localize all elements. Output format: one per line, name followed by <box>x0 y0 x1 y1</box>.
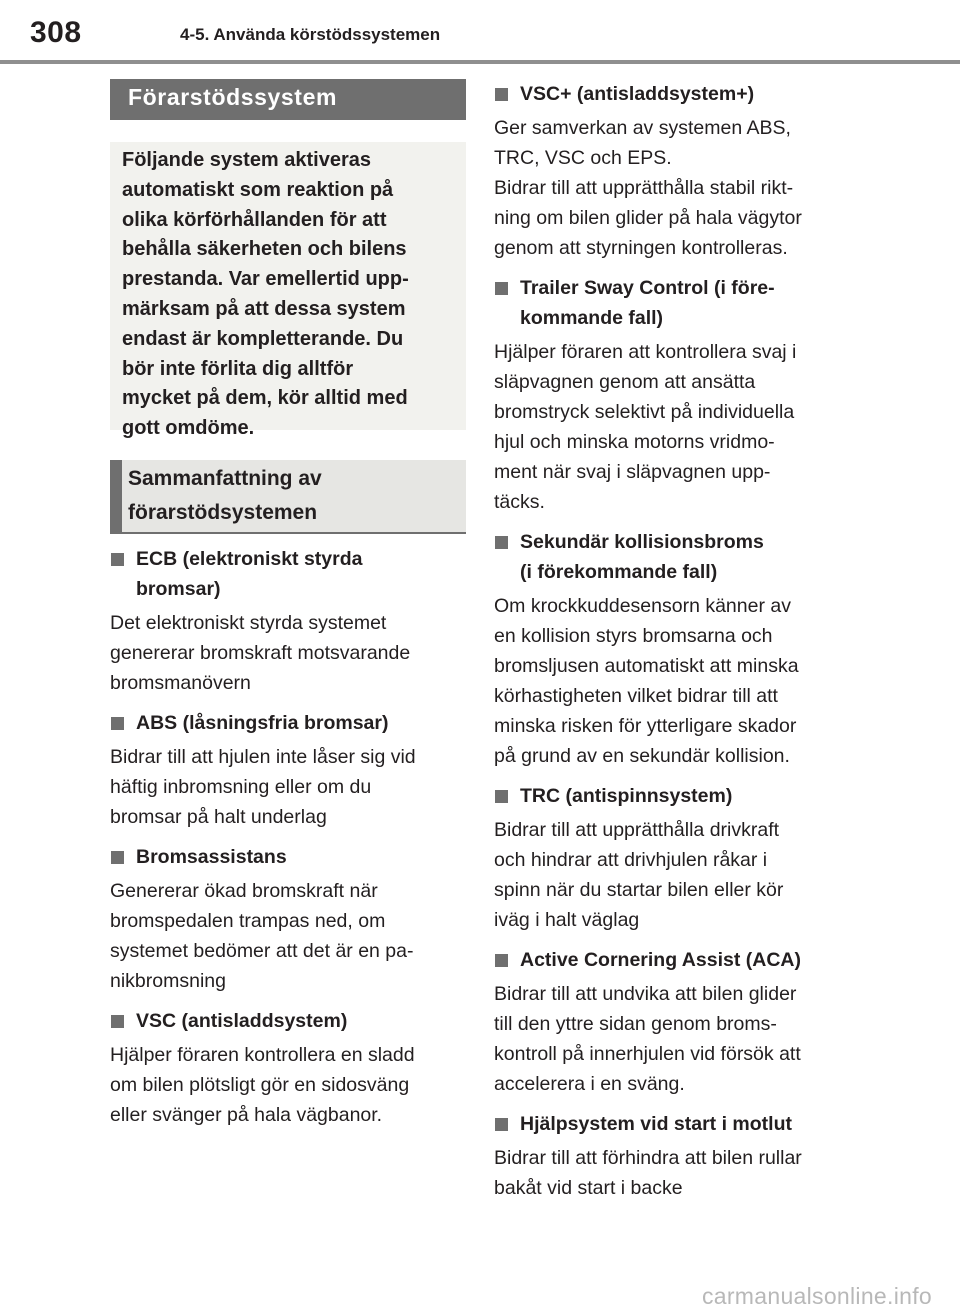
item-title-line: kommande fall) <box>520 307 664 329</box>
list-item <box>494 945 844 1099</box>
item-body-line: bromspedalen trampas ned, om <box>110 910 386 932</box>
list-item <box>494 79 844 263</box>
item-body-line: nikbromsning <box>110 970 226 992</box>
item-body-line: bromsar på halt underlag <box>110 806 327 828</box>
item-body-line: körhastigheten vilket bidrar till att <box>494 685 778 707</box>
item-title-line: ABS (låsningsfria bromsar) <box>136 712 389 734</box>
item-body <box>494 1143 844 1203</box>
item-title <box>494 527 844 587</box>
item-title-line: Bromsassistans <box>136 846 287 868</box>
item-title-line: Hjälpsystem vid start i motlut <box>520 1113 792 1135</box>
item-body-line: bakåt vid start i backe <box>494 1177 683 1199</box>
item-body-line: om bilen plötsligt gör en sidosväng <box>110 1074 410 1096</box>
item-body-line: Det elektroniskt styrda systemet <box>110 612 387 634</box>
square-bullet-icon <box>495 282 508 295</box>
main-heading: Förarstödssystem <box>110 79 466 120</box>
list-item <box>110 842 466 996</box>
square-bullet-icon <box>111 1015 124 1028</box>
square-bullet-icon <box>495 88 508 101</box>
item-body-line: hjul och minska motorns vridmo- <box>494 431 775 453</box>
right-column <box>494 79 844 1213</box>
item-body-line: kontroll på innerhjulen vid försök att <box>494 1043 801 1065</box>
item-body-line: spinn när du startar bilen eller kör <box>494 879 784 901</box>
square-bullet-icon <box>111 851 124 864</box>
item-body-line: bromsmanövern <box>110 672 251 694</box>
item-body-line: TRC, VSC och EPS. <box>494 147 672 169</box>
square-bullet-icon <box>495 1118 508 1131</box>
item-body-line: genom att styrningen kontrolleras. <box>494 237 788 259</box>
item-body-line: Hjälper föraren kontrollera en sladd <box>110 1044 415 1066</box>
item-body-line: Bidrar till att undvika att bilen glider <box>494 983 797 1005</box>
item-title-line: VSC (antisladdsystem) <box>136 1010 348 1032</box>
item-body-line: Bidrar till att förhindra att bilen rullar <box>494 1147 802 1169</box>
list-item <box>110 708 466 832</box>
item-title-line: VSC+ (antisladdsystem+) <box>520 83 755 105</box>
intro-line: märksam på att dessa system <box>122 297 406 320</box>
item-title-line: bromsar) <box>136 578 221 600</box>
intro-line: gott omdöme. <box>122 417 255 440</box>
square-bullet-icon <box>111 553 124 566</box>
left-item-list <box>110 544 466 1130</box>
item-body <box>110 742 466 832</box>
intro-line: mycket på dem, kör alltid med <box>122 387 408 410</box>
page-number: 308 <box>30 16 82 49</box>
item-body-line: ment när svaj i släpvagnen upp- <box>494 461 771 483</box>
item-title <box>494 273 844 333</box>
item-body <box>110 876 466 996</box>
item-body-line: minska risken för ytterligare skador <box>494 715 797 737</box>
intro-line: prestanda. Var emellertid upp- <box>122 268 409 291</box>
item-body-line: Bidrar till att hjulen inte låser sig vid <box>110 746 416 768</box>
item-title <box>494 79 844 109</box>
item-title-line: Active Cornering Assist (ACA) <box>520 949 801 971</box>
intro-line: Följande system aktiveras <box>122 149 372 171</box>
item-title <box>110 1006 466 1036</box>
item-body-line: bromstryck selektivt på individuella <box>494 401 795 423</box>
item-body-line: Om krockkuddesensorn känner av <box>494 595 791 617</box>
watermark: carmanualsonline.info <box>701 1283 932 1309</box>
item-title <box>110 544 466 604</box>
item-body-line: systemet bedömer att det är en pa- <box>110 940 414 962</box>
item-body <box>494 337 844 517</box>
item-body <box>110 1040 466 1130</box>
item-body-line: Hjälper föraren att kontrollera svaj i <box>494 341 797 363</box>
summary-heading-line: förarstödsystemen <box>128 501 318 524</box>
item-body-line: iväg i halt väglag <box>494 909 640 931</box>
item-body-line: släpvagnen genom att ansätta <box>494 371 756 393</box>
intro-line: olika körförhållanden för att <box>122 208 387 231</box>
item-body-line: till den yttre sidan genom broms- <box>494 1013 777 1035</box>
item-body-line: häftig inbromsning eller om du <box>110 776 372 798</box>
item-body-line: Genererar ökad bromskraft när <box>110 880 378 902</box>
item-body-line: genererar bromskraft motsvarande <box>110 642 411 664</box>
square-bullet-icon <box>111 717 124 730</box>
item-body <box>494 815 844 935</box>
item-title <box>110 842 466 872</box>
item-title-line: ECB (elektroniskt styrda <box>136 548 363 570</box>
left-column <box>110 79 466 1140</box>
intro-line: bör inte förlita dig alltför <box>122 357 354 380</box>
item-body <box>494 591 844 771</box>
intro-line: automatiskt som reaktion på <box>122 178 394 201</box>
item-body-line: ning om bilen glider på hala vägytor <box>494 207 802 229</box>
item-body-line: täcks. <box>494 491 545 513</box>
item-body <box>110 608 466 698</box>
list-item <box>494 273 844 517</box>
item-body-line: Ger samverkan av systemen ABS, <box>494 117 791 139</box>
list-item <box>494 1109 844 1203</box>
item-title-line: Trailer Sway Control (i före- <box>520 277 775 299</box>
section-title: 4-5. Använda körstödssystemen <box>180 25 441 44</box>
item-body-line: Bidrar till att upprätthålla drivkraft <box>494 819 780 841</box>
item-body-line: en kollision styrs bromsarna och <box>494 625 773 647</box>
intro-box <box>110 142 466 440</box>
item-body <box>494 979 844 1099</box>
item-title <box>494 1109 844 1139</box>
square-bullet-icon <box>495 954 508 967</box>
square-bullet-icon <box>495 790 508 803</box>
item-body-line: och hindrar att drivhjulen råkar i <box>494 849 768 871</box>
item-title-line: Sekundär kollisionsbroms <box>520 531 764 553</box>
list-item <box>110 544 466 698</box>
item-title <box>494 945 844 975</box>
summary-heading-line: Sammanfattning av <box>128 467 322 490</box>
item-title-line: TRC (antispinnsystem) <box>520 785 733 807</box>
square-bullet-icon <box>495 536 508 549</box>
item-body-line: Bidrar till att upprätthålla stabil rikt- <box>494 177 794 199</box>
item-title <box>494 781 844 811</box>
list-item <box>494 527 844 771</box>
summary-heading <box>110 460 466 534</box>
item-body-line: eller svänger på hala vägbanor. <box>110 1104 383 1126</box>
intro-line: endast är kompletterande. Du <box>122 327 404 350</box>
item-body <box>494 113 844 263</box>
header-rule <box>0 60 960 64</box>
right-item-list <box>494 79 844 1203</box>
item-title <box>110 708 466 738</box>
item-body-line: accelerera i en sväng. <box>494 1073 685 1095</box>
intro-line: behålla säkerheten och bilens <box>122 238 407 261</box>
list-item <box>110 1006 466 1130</box>
list-item <box>494 781 844 935</box>
item-title-line: (i förekommande fall) <box>520 561 718 583</box>
item-body-line: på grund av en sekundär kollision. <box>494 745 790 767</box>
item-body-line: bromsljusen automatiskt att minska <box>494 655 799 677</box>
